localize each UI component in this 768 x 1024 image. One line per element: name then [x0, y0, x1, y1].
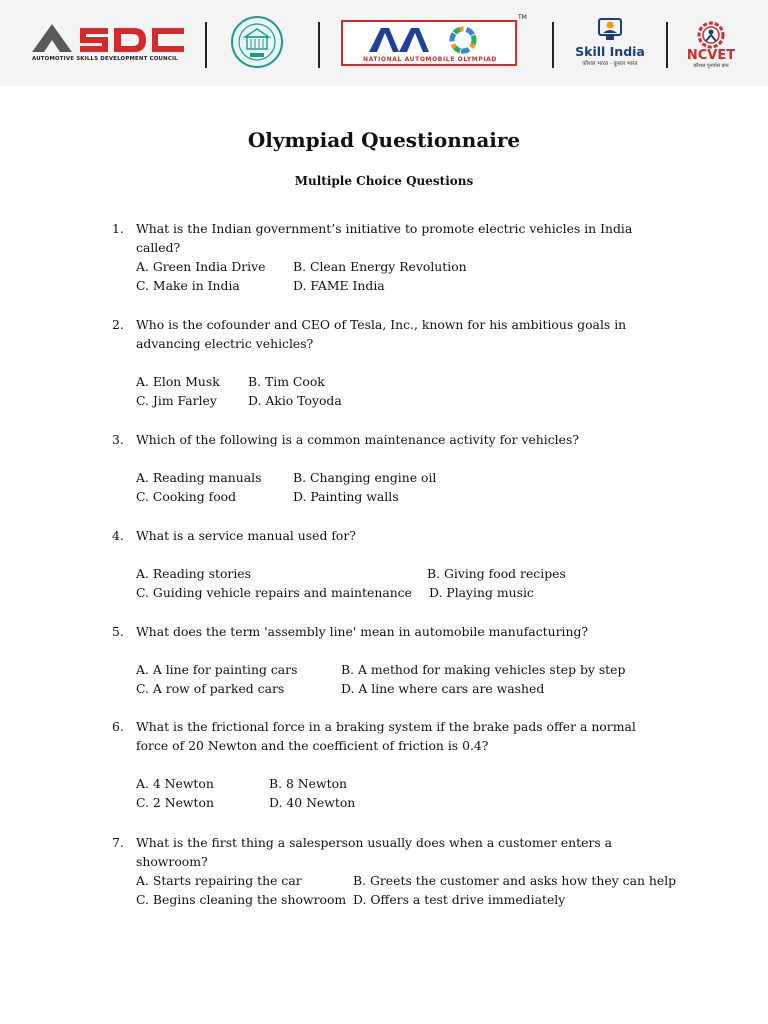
option-a: A. Green India Drive	[136, 259, 266, 274]
nao-logo	[341, 20, 517, 66]
option-a: A. 4 Newton	[136, 776, 214, 791]
option-c: C. Jim Farley	[136, 393, 217, 408]
ncvet-gear-icon	[683, 19, 739, 49]
option-b: B. A method for making vehicles step by step	[341, 662, 626, 677]
page-subtitle: Multiple Choice Questions	[294, 174, 474, 188]
cbse-emblem-icon	[230, 15, 284, 69]
option-c: C. Guiding vehicle repairs and maintenance	[136, 585, 412, 600]
option-a: A. Starts repairing the car	[136, 873, 302, 888]
question-text: What does the term 'assembly line' mean in automobile manufacturing?	[136, 624, 589, 639]
question-text: What is a service manual used for?	[136, 528, 356, 543]
question-text: Who is the cofounder and CEO of Tesla, Inc., known for his ambitious goals in advancing electric vehicles?	[136, 317, 627, 351]
skill-india-emblem-icon	[570, 17, 650, 43]
question-text: Which of the following is a common maintenance activity for vehicles?	[136, 432, 579, 447]
skill-india-tagline: कौशल भारत - कुशल भारत	[582, 61, 638, 67]
option-d: D. A line where cars are washed	[341, 681, 545, 696]
skill-india-logo	[570, 17, 650, 71]
option-c: C. A row of parked cars	[136, 681, 285, 696]
logo-divider	[205, 22, 207, 68]
asdc-tagline: AUTOMOTIVE SKILLS DEVELOPMENT COUNCIL	[32, 56, 178, 62]
ncvet-logo	[683, 19, 739, 71]
question-number: 1.	[112, 221, 124, 236]
option-d: D. Offers a test drive immediately	[353, 892, 566, 907]
option-d: D. FAME India	[293, 278, 385, 293]
option-a: A. A line for painting cars	[136, 662, 298, 677]
ncvet-name: NCVET	[686, 48, 736, 63]
option-a: A. Reading stories	[136, 566, 251, 581]
logo-divider	[666, 22, 668, 68]
nao-logo-mark	[343, 22, 515, 56]
option-d: D. 40 Newton	[269, 795, 356, 810]
question-text: What is the first thing a salesperson usually does when a customer enters a showroom?	[136, 835, 613, 869]
option-a: A. Elon Musk	[136, 374, 220, 389]
nao-trademark: TM	[518, 14, 527, 21]
option-d: D. Painting walls	[293, 489, 399, 504]
logo-bar	[0, 0, 768, 86]
asdc-logo	[30, 22, 190, 66]
option-b: B. Changing engine oil	[293, 470, 437, 485]
option-c: C. 2 Newton	[136, 795, 214, 810]
skill-india-name: Skill India	[575, 44, 645, 59]
option-a: A. Reading manuals	[136, 470, 262, 485]
nao-tagline: NATIONAL AUTOMOBILE OLYMPIAD	[363, 56, 497, 63]
question-text: What is the Indian government’s initiative to promote electric vehicles in India called?	[136, 221, 633, 255]
question-text: What is the frictional force in a braking system if the brake pads offer a normal force of 20 Newton and the coefficient of friction is 0.4?	[136, 719, 636, 753]
question-number: 2.	[112, 317, 124, 332]
option-b: B. Greets the customer and asks how they can help	[353, 873, 677, 888]
option-b: B. Giving food recipes	[427, 566, 566, 581]
option-c: C. Cooking food	[136, 489, 237, 504]
question-number: 3.	[112, 432, 124, 447]
option-c: C. Begins cleaning the showroom	[136, 892, 347, 907]
option-b: B. Tim Cook	[248, 374, 325, 389]
logo-divider	[552, 22, 554, 68]
question-number: 6.	[112, 719, 124, 734]
ncvet-tagline: कौशल पुनर्वास प्रांत	[693, 63, 729, 69]
option-b: B. Clean Energy Revolution	[293, 259, 467, 274]
asdc-logo-mark	[30, 22, 190, 54]
logo-divider	[318, 22, 320, 68]
option-d: D. Playing music	[429, 585, 534, 600]
question-number: 4.	[112, 528, 124, 543]
option-c: C. Make in India	[136, 278, 240, 293]
question-number: 7.	[112, 835, 124, 850]
option-d: D. Akio Toyoda	[248, 393, 342, 408]
question-number: 5.	[112, 624, 124, 639]
option-b: B. 8 Newton	[269, 776, 348, 791]
page-title: Olympiad Questionnaire	[247, 128, 521, 152]
